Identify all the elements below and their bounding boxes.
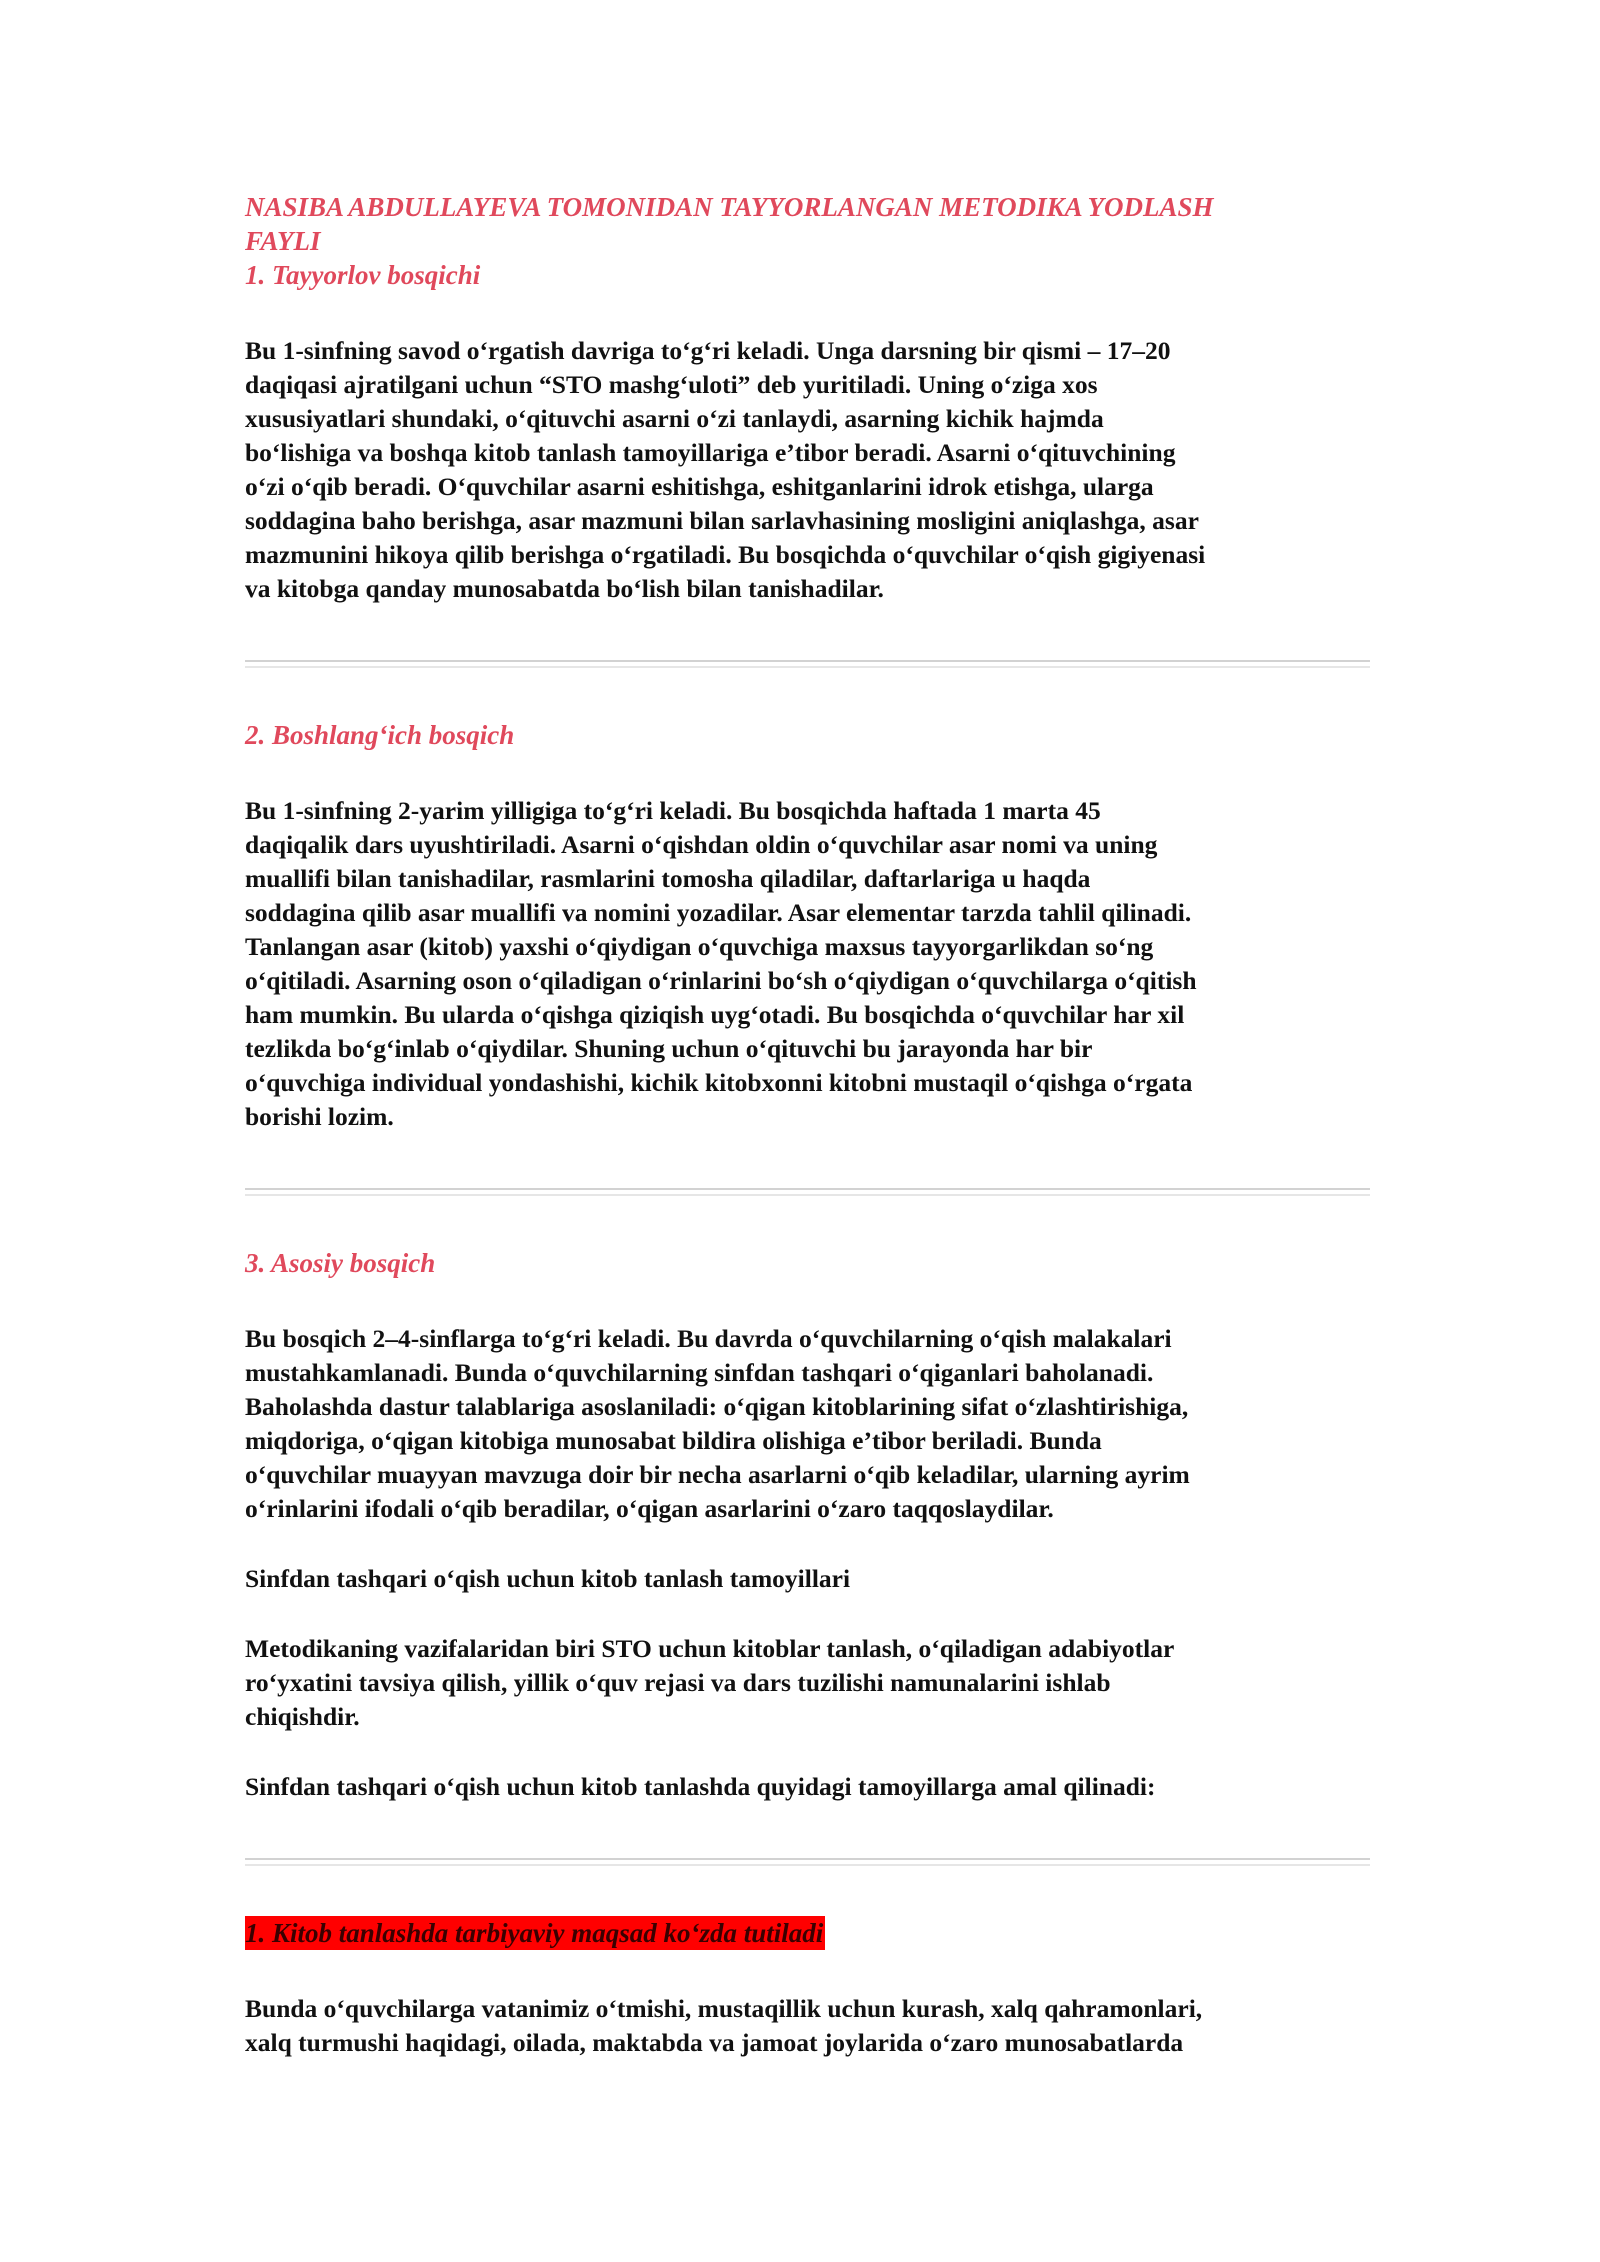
section-4-heading-wrap [245, 1916, 1375, 1950]
text-line: Metodikaning vazifalaridan biri STO uchun kitoblar tanlash, oʻqiladigan adabiyotlar [245, 1634, 1175, 1663]
text-line: Baholashda dastur talablariga asoslaniladi: oʻqigan kitoblarining sifat oʻzlashtirishiga, [245, 1392, 1189, 1421]
text-line: tezlikda boʻgʻinlab oʻqiydilar. Shuning uchun oʻqituvchi bu jarayonda har bir [245, 1034, 1093, 1063]
document-page [245, 190, 1375, 2060]
text-line: oʻqitiladi. Asarning oson oʻqiladigan oʻrinlarini boʻsh oʻqiydigan oʻquvchilarga oʻqitish [245, 966, 1197, 995]
text-line: oʻquvchilar muayyan mavzuga doir bir necha asarlarni oʻqib keladilar, ularning ayrim [245, 1460, 1190, 1489]
horizontal-divider [245, 1188, 1370, 1196]
text-line: daqiqasi ajratilgani uchun “STO mashgʻuloti” deb yuritiladi. Uning oʻziga xos [245, 370, 1098, 399]
text-line: soddagina baho berishga, asar mazmuni bilan sarlavhasining mosligini aniqlashga, asar [245, 506, 1199, 535]
text-line: soddagina qilib asar muallifi va nomini yozadilar. Asar elementar tarzda tahlil qilinadi. [245, 898, 1192, 927]
section-1-paragraph [245, 334, 1375, 606]
text-line: miqdoriga, oʻqigan kitobiga munosabat bildira olishiga e’tibor beriladi. Bunda [245, 1426, 1102, 1455]
highlighted-heading: 1. Kitob tanlashda tarbiyaviy maqsad koʻzda tutiladi [245, 1918, 824, 1948]
text-line: xalq turmushi haqidagi, oilada, maktabda va jamoat joylarida oʻzaro munosabatlarda [245, 2028, 1184, 2057]
text-line: oʻrinlarini ifodali oʻqib beradilar, oʻqigan asarlarini oʻzaro taqqoslaydilar. [245, 1494, 1054, 1523]
text-line: mustahkamlanadi. Bunda oʻquvchilarning sinfdan tashqari oʻqiganlari baholanadi. [245, 1358, 1154, 1387]
text-line: chiqishdir. [245, 1702, 360, 1731]
text-line: Bunda oʻquvchilarga vatanimiz oʻtmishi, mustaqillik uchun kurash, xalq qahramonlari, [245, 1994, 1203, 2023]
horizontal-divider [245, 1858, 1370, 1866]
text-line: ham mumkin. Bu ularda oʻqishga qiziqish uygʻotadi. Bu bosqichda oʻquvchilar har xil [245, 1000, 1185, 1029]
section-2-paragraph [245, 794, 1375, 1134]
text-line: roʻyxatini tavsiya qilish, yillik oʻquv rejasi va dars tuzilishi namunalarini ishlab [245, 1668, 1111, 1697]
document-title [245, 190, 1375, 258]
text-line: va kitobga qanday munosabatda boʻlish bilan tanishadilar. [245, 574, 884, 603]
text-line: borishi lozim. [245, 1102, 394, 1131]
text-line: oʻzi oʻqib beradi. Oʻquvchilar asarni eshitishga, eshitganlarini idrok etishga, ularga [245, 472, 1154, 501]
text-line: oʻquvchiga individual yondashishi, kichik kitobxonni kitobni mustaqil oʻqishga oʻrgata [245, 1068, 1193, 1097]
text-line: Bu bosqich 2–4-sinflarga toʻgʻri keladi. Bu davrda oʻquvchilarning oʻqish malakalari [245, 1324, 1172, 1353]
text-line: muallifi bilan tanishadilar, rasmlarini tomosha qiladilar, daftarlariga u haqda [245, 864, 1091, 893]
text-line: mazmunini hikoya qilib berishga oʻrgatiladi. Bu bosqichda oʻquvchilar oʻqish gigiyenasi [245, 540, 1206, 569]
text-line: Bu 1-sinfning 2-yarim yilligiga toʻgʻri keladi. Bu bosqichda haftada 1 marta 45 [245, 796, 1101, 825]
horizontal-divider [245, 660, 1370, 668]
section-3-subtitle: Sinfdan tashqari oʻqish uchun kitob tanlash tamoyillari [245, 1564, 851, 1593]
document-title-line-2: FAYLI [245, 226, 321, 256]
document-title-line-1: NASIBA ABDULLAYEVA TOMONIDAN TAYYORLANGAN METODIKA YODLASH [245, 192, 1214, 222]
section-2-heading: 2. Boshlangʻich bosqich [245, 720, 515, 750]
text-line: daqiqalik dars uyushtiriladi. Asarni oʻqishdan oldin oʻquvchilar asar nomi va uning [245, 830, 1158, 859]
section-4-paragraph [245, 1992, 1375, 2060]
section-1-heading: 1. Tayyorlov bosqichi [245, 260, 481, 290]
text-line: xususiyatlari shundaki, oʻqituvchi asarni oʻzi tanlaydi, asarning kichik hajmda [245, 404, 1104, 433]
section-3-paragraph-3 [245, 1632, 1375, 1734]
text-line: Tanlangan asar (kitob) yaxshi oʻqiydigan oʻquvchiga maxsus tayyorgarlikdan soʻng [245, 932, 1154, 961]
text-line: boʻlishiga va boshqa kitob tanlash tamoyillariga e’tibor beradi. Asarni oʻqituvchining [245, 438, 1176, 467]
section-3-heading: 3. Asosiy bosqich [245, 1248, 436, 1278]
section-3-paragraph-4: Sinfdan tashqari oʻqish uchun kitob tanlashda quyidagi tamoyillarga amal qilinadi: [245, 1772, 1156, 1801]
section-3-paragraph-1 [245, 1322, 1375, 1526]
text-line: Bu 1-sinfning savod oʻrgatish davriga toʻgʻri keladi. Unga darsning bir qismi – 17–20 [245, 336, 1171, 365]
